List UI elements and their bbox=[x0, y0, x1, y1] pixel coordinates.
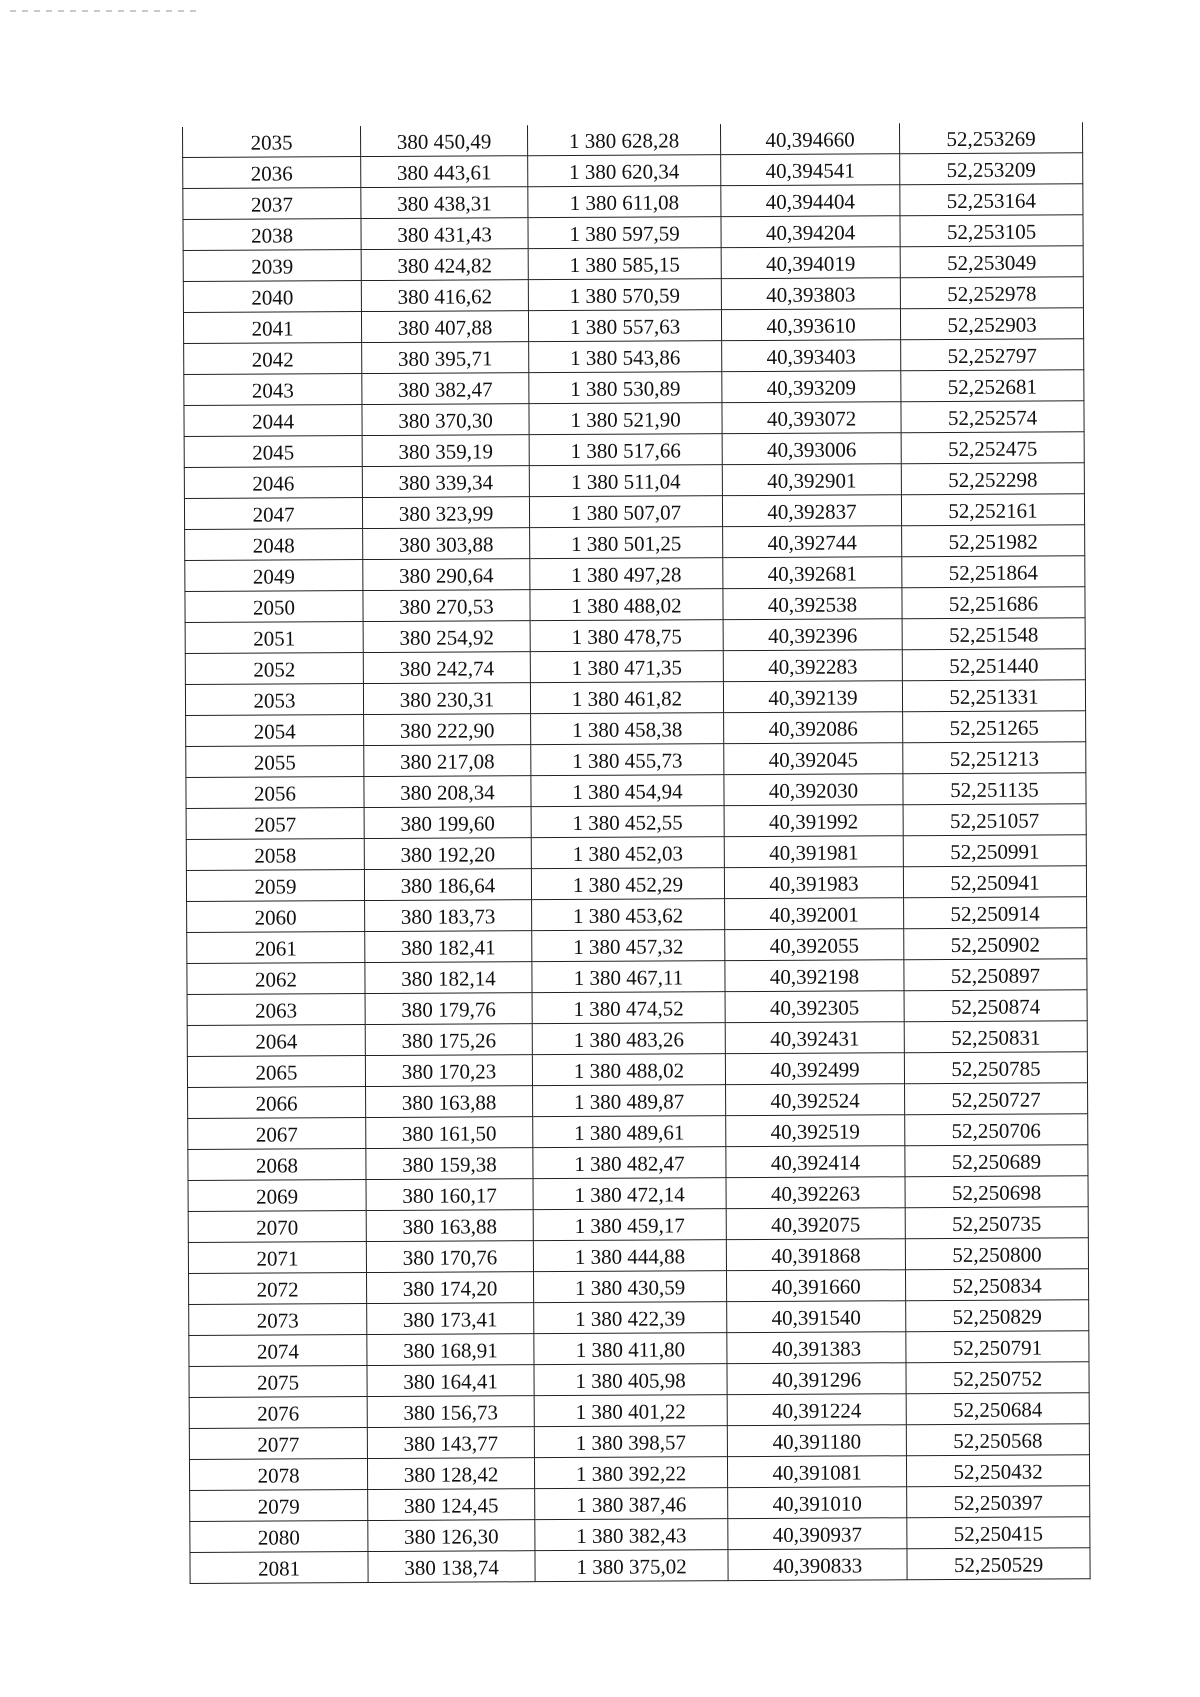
point-number-cell: 2042 bbox=[184, 343, 362, 375]
y-coordinate-cell: 1 380 452,29 bbox=[531, 868, 724, 900]
longitude-cell: 52,250800 bbox=[905, 1238, 1088, 1270]
latitude-cell: 40,394019 bbox=[721, 247, 900, 279]
table-row bbox=[188, 1145, 1088, 1181]
longitude-cell: 52,252797 bbox=[901, 339, 1084, 371]
y-coordinate-cell: 1 380 474,52 bbox=[532, 992, 725, 1024]
table-row bbox=[183, 308, 1083, 344]
point-number-cell: 2040 bbox=[183, 281, 361, 313]
x-coordinate-cell: 380 370,30 bbox=[362, 404, 529, 436]
latitude-cell: 40,392086 bbox=[724, 712, 903, 744]
y-coordinate-cell: 1 380 452,55 bbox=[531, 806, 724, 838]
latitude-cell: 40,392305 bbox=[725, 991, 904, 1023]
table-row bbox=[185, 618, 1085, 654]
longitude-cell: 52,251135 bbox=[903, 773, 1086, 805]
x-coordinate-cell: 380 159,38 bbox=[366, 1148, 533, 1180]
longitude-cell: 52,250727 bbox=[905, 1083, 1088, 1115]
table-row bbox=[189, 1300, 1089, 1336]
longitude-cell: 52,250698 bbox=[905, 1176, 1088, 1208]
longitude-cell: 52,250902 bbox=[904, 928, 1087, 960]
table-row bbox=[186, 866, 1086, 902]
table-row bbox=[187, 990, 1087, 1026]
latitude-cell: 40,392431 bbox=[725, 1022, 904, 1054]
point-number-cell: 2080 bbox=[190, 1521, 368, 1553]
point-number-cell: 2071 bbox=[188, 1242, 366, 1274]
y-coordinate-cell: 1 380 507,07 bbox=[529, 496, 722, 528]
point-number-cell: 2079 bbox=[190, 1490, 368, 1522]
longitude-cell: 52,253209 bbox=[900, 153, 1083, 185]
table-row bbox=[184, 463, 1084, 499]
x-coordinate-cell: 380 222,90 bbox=[364, 714, 531, 746]
latitude-cell: 40,391296 bbox=[727, 1363, 906, 1395]
coordinates-table bbox=[182, 122, 1091, 1584]
x-coordinate-cell: 380 270,53 bbox=[363, 590, 530, 622]
longitude-cell: 52,252298 bbox=[901, 463, 1084, 495]
longitude-cell: 52,251548 bbox=[902, 618, 1085, 650]
y-coordinate-cell: 1 380 467,11 bbox=[532, 961, 725, 993]
latitude-cell: 40,391868 bbox=[726, 1239, 905, 1271]
longitude-cell: 52,250829 bbox=[906, 1300, 1089, 1332]
point-number-cell: 2037 bbox=[183, 188, 361, 220]
latitude-cell: 40,394660 bbox=[720, 123, 899, 154]
table-row bbox=[189, 1455, 1089, 1491]
x-coordinate-cell: 380 174,20 bbox=[367, 1272, 534, 1304]
point-number-cell: 2078 bbox=[189, 1459, 367, 1491]
point-number-cell: 2035 bbox=[183, 126, 361, 157]
x-coordinate-cell: 380 182,14 bbox=[365, 962, 532, 994]
y-coordinate-cell: 1 380 585,15 bbox=[528, 248, 721, 280]
point-number-cell: 2058 bbox=[186, 839, 364, 871]
x-coordinate-cell: 380 182,41 bbox=[365, 931, 532, 963]
x-coordinate-cell: 380 160,17 bbox=[366, 1179, 533, 1211]
y-coordinate-cell: 1 380 459,17 bbox=[533, 1209, 726, 1241]
x-coordinate-cell: 380 170,76 bbox=[366, 1241, 533, 1273]
point-number-cell: 2067 bbox=[188, 1118, 366, 1150]
y-coordinate-cell: 1 380 453,62 bbox=[532, 899, 725, 931]
point-number-cell: 2036 bbox=[183, 157, 361, 189]
y-coordinate-cell: 1 380 489,87 bbox=[533, 1085, 726, 1117]
latitude-cell: 40,392045 bbox=[724, 743, 903, 775]
table-row bbox=[185, 556, 1085, 592]
latitude-cell: 40,393403 bbox=[722, 340, 901, 372]
x-coordinate-cell: 380 438,31 bbox=[361, 187, 528, 219]
longitude-cell: 52,250752 bbox=[906, 1362, 1089, 1394]
y-coordinate-cell: 1 380 471,35 bbox=[530, 651, 723, 683]
point-number-cell: 2072 bbox=[189, 1273, 367, 1305]
latitude-cell: 40,394404 bbox=[721, 185, 900, 217]
point-number-cell: 2069 bbox=[188, 1180, 366, 1212]
point-number-cell: 2047 bbox=[184, 498, 362, 530]
latitude-cell: 40,392744 bbox=[723, 526, 902, 558]
longitude-cell: 52,250914 bbox=[904, 897, 1087, 929]
x-coordinate-cell: 380 186,64 bbox=[364, 869, 531, 901]
x-coordinate-cell: 380 183,73 bbox=[365, 900, 532, 932]
longitude-cell: 52,250529 bbox=[907, 1548, 1090, 1580]
longitude-cell: 52,251686 bbox=[902, 587, 1085, 619]
latitude-cell: 40,392901 bbox=[722, 464, 901, 496]
point-number-cell: 2050 bbox=[185, 591, 363, 623]
latitude-cell: 40,391992 bbox=[724, 805, 903, 837]
point-number-cell: 2057 bbox=[186, 808, 364, 840]
table-row bbox=[188, 1114, 1088, 1150]
table-row bbox=[190, 1517, 1090, 1553]
y-coordinate-cell: 1 380 488,02 bbox=[532, 1054, 725, 1086]
y-coordinate-cell: 1 380 511,04 bbox=[529, 465, 722, 497]
x-coordinate-cell: 380 290,64 bbox=[363, 559, 530, 591]
table-row bbox=[185, 525, 1085, 561]
y-coordinate-cell: 1 380 483,26 bbox=[532, 1023, 725, 1055]
x-coordinate-cell: 380 179,76 bbox=[365, 993, 532, 1025]
table-row bbox=[187, 1052, 1087, 1088]
point-number-cell: 2054 bbox=[186, 715, 364, 747]
table-row bbox=[187, 897, 1087, 933]
table-row bbox=[190, 1486, 1090, 1522]
longitude-cell: 52,253049 bbox=[900, 246, 1083, 278]
latitude-cell: 40,392055 bbox=[725, 929, 904, 961]
point-number-cell: 2064 bbox=[187, 1025, 365, 1057]
point-number-cell: 2066 bbox=[188, 1087, 366, 1119]
x-coordinate-cell: 380 416,62 bbox=[361, 280, 528, 312]
point-number-cell: 2039 bbox=[183, 250, 361, 282]
latitude-cell: 40,391180 bbox=[727, 1425, 906, 1457]
x-coordinate-cell: 380 217,08 bbox=[364, 745, 531, 777]
x-coordinate-cell: 380 175,26 bbox=[365, 1024, 532, 1056]
latitude-cell: 40,392538 bbox=[723, 588, 902, 620]
table-row bbox=[189, 1269, 1089, 1305]
longitude-cell: 52,252574 bbox=[901, 401, 1084, 433]
x-coordinate-cell: 380 254,92 bbox=[363, 621, 530, 653]
longitude-cell: 52,250415 bbox=[907, 1517, 1090, 1549]
longitude-cell: 52,250791 bbox=[906, 1331, 1089, 1363]
latitude-cell: 40,393006 bbox=[722, 433, 901, 465]
x-coordinate-cell: 380 138,74 bbox=[368, 1551, 535, 1583]
longitude-cell: 52,252978 bbox=[900, 277, 1083, 309]
latitude-cell: 40,393072 bbox=[722, 402, 901, 434]
longitude-cell: 52,250874 bbox=[904, 990, 1087, 1022]
table-row bbox=[187, 959, 1087, 995]
table-row bbox=[183, 153, 1083, 189]
table-row bbox=[184, 494, 1084, 530]
x-coordinate-cell: 380 156,73 bbox=[367, 1396, 534, 1428]
y-coordinate-cell: 1 380 620,34 bbox=[528, 155, 721, 187]
point-number-cell: 2076 bbox=[189, 1397, 367, 1429]
latitude-cell: 40,392001 bbox=[725, 898, 904, 930]
longitude-cell: 52,251331 bbox=[902, 680, 1085, 712]
longitude-cell: 52,250941 bbox=[903, 866, 1086, 898]
x-coordinate-cell: 380 164,41 bbox=[367, 1365, 534, 1397]
y-coordinate-cell: 1 380 489,61 bbox=[533, 1116, 726, 1148]
latitude-cell: 40,392283 bbox=[723, 650, 902, 682]
point-number-cell: 2060 bbox=[187, 901, 365, 933]
point-number-cell: 2077 bbox=[189, 1428, 367, 1460]
table-row bbox=[183, 215, 1083, 251]
y-coordinate-cell: 1 380 392,22 bbox=[534, 1457, 727, 1489]
y-coordinate-cell: 1 380 478,75 bbox=[530, 620, 723, 652]
longitude-cell: 52,253105 bbox=[900, 215, 1083, 247]
point-number-cell: 2074 bbox=[189, 1335, 367, 1367]
point-number-cell: 2052 bbox=[185, 653, 363, 685]
longitude-cell: 52,251057 bbox=[903, 804, 1086, 836]
table-row bbox=[185, 680, 1085, 716]
longitude-cell: 52,250991 bbox=[903, 835, 1086, 867]
latitude-cell: 40,392499 bbox=[725, 1053, 904, 1085]
latitude-cell: 40,391383 bbox=[727, 1332, 906, 1364]
longitude-cell: 52,250831 bbox=[904, 1021, 1087, 1053]
y-coordinate-cell: 1 380 398,57 bbox=[534, 1426, 727, 1458]
latitude-cell: 40,390937 bbox=[728, 1518, 907, 1550]
point-number-cell: 2051 bbox=[185, 622, 363, 654]
point-number-cell: 2081 bbox=[190, 1552, 368, 1584]
point-number-cell: 2068 bbox=[188, 1149, 366, 1181]
table-row bbox=[184, 401, 1084, 437]
latitude-cell: 40,392263 bbox=[726, 1177, 905, 1209]
latitude-cell: 40,392524 bbox=[726, 1084, 905, 1116]
y-coordinate-cell: 1 380 455,73 bbox=[531, 744, 724, 776]
y-coordinate-cell: 1 380 458,38 bbox=[531, 713, 724, 745]
scan-artifact bbox=[10, 10, 200, 12]
longitude-cell: 52,252681 bbox=[901, 370, 1084, 402]
longitude-cell: 52,250706 bbox=[905, 1114, 1088, 1146]
latitude-cell: 40,392075 bbox=[726, 1208, 905, 1240]
y-coordinate-cell: 1 380 597,59 bbox=[528, 217, 721, 249]
table-row bbox=[186, 742, 1086, 778]
y-coordinate-cell: 1 380 405,98 bbox=[534, 1364, 727, 1396]
table-row bbox=[184, 370, 1084, 406]
longitude-cell: 52,251864 bbox=[902, 556, 1085, 588]
y-coordinate-cell: 1 380 457,32 bbox=[532, 930, 725, 962]
x-coordinate-cell: 380 242,74 bbox=[363, 652, 530, 684]
y-coordinate-cell: 1 380 611,08 bbox=[528, 186, 721, 218]
table-row bbox=[183, 246, 1083, 282]
table-row bbox=[189, 1331, 1089, 1367]
point-number-cell: 2063 bbox=[187, 994, 365, 1026]
x-coordinate-cell: 380 163,88 bbox=[366, 1210, 533, 1242]
latitude-cell: 40,393803 bbox=[721, 278, 900, 310]
x-coordinate-cell: 380 303,88 bbox=[363, 528, 530, 560]
y-coordinate-cell: 1 380 472,14 bbox=[533, 1178, 726, 1210]
longitude-cell: 52,250432 bbox=[906, 1455, 1089, 1487]
table-row bbox=[186, 711, 1086, 747]
y-coordinate-cell: 1 380 461,82 bbox=[530, 682, 723, 714]
y-coordinate-cell: 1 380 557,63 bbox=[528, 310, 721, 342]
latitude-cell: 40,391010 bbox=[728, 1487, 907, 1519]
table-row bbox=[189, 1424, 1089, 1460]
y-coordinate-cell: 1 380 422,39 bbox=[534, 1302, 727, 1334]
point-number-cell: 2053 bbox=[185, 684, 363, 716]
table-row bbox=[188, 1207, 1088, 1243]
table-row bbox=[185, 587, 1085, 623]
latitude-cell: 40,392837 bbox=[722, 495, 901, 527]
point-number-cell: 2059 bbox=[186, 870, 364, 902]
point-number-cell: 2044 bbox=[184, 405, 362, 437]
table-row bbox=[189, 1362, 1089, 1398]
longitude-cell: 52,250834 bbox=[905, 1269, 1088, 1301]
longitude-cell: 52,251213 bbox=[903, 742, 1086, 774]
x-coordinate-cell: 380 431,43 bbox=[361, 218, 528, 250]
table-row bbox=[186, 804, 1086, 840]
point-number-cell: 2075 bbox=[189, 1366, 367, 1398]
x-coordinate-cell: 380 161,50 bbox=[366, 1117, 533, 1149]
y-coordinate-cell: 1 380 411,80 bbox=[534, 1333, 727, 1365]
point-number-cell: 2049 bbox=[185, 560, 363, 592]
y-coordinate-cell: 1 380 401,22 bbox=[534, 1395, 727, 1427]
latitude-cell: 40,393209 bbox=[722, 371, 901, 403]
point-number-cell: 2073 bbox=[189, 1304, 367, 1336]
y-coordinate-cell: 1 380 501,25 bbox=[530, 527, 723, 559]
point-number-cell: 2065 bbox=[187, 1056, 365, 1088]
point-number-cell: 2048 bbox=[185, 529, 363, 561]
y-coordinate-cell: 1 380 530,89 bbox=[529, 372, 722, 404]
y-coordinate-cell: 1 380 488,02 bbox=[530, 589, 723, 621]
table-row bbox=[183, 122, 1083, 157]
x-coordinate-cell: 380 124,45 bbox=[368, 1489, 535, 1521]
longitude-cell: 52,250897 bbox=[904, 959, 1087, 991]
point-number-cell: 2045 bbox=[184, 436, 362, 468]
point-number-cell: 2043 bbox=[184, 374, 362, 406]
latitude-cell: 40,392139 bbox=[723, 681, 902, 713]
point-number-cell: 2041 bbox=[183, 312, 361, 344]
point-number-cell: 2062 bbox=[187, 963, 365, 995]
y-coordinate-cell: 1 380 570,59 bbox=[528, 279, 721, 311]
x-coordinate-cell: 380 163,88 bbox=[366, 1086, 533, 1118]
latitude-cell: 40,391983 bbox=[724, 867, 903, 899]
x-coordinate-cell: 380 424,82 bbox=[361, 249, 528, 281]
point-number-cell: 2046 bbox=[184, 467, 362, 499]
longitude-cell: 52,251982 bbox=[902, 525, 1085, 557]
y-coordinate-cell: 1 380 628,28 bbox=[527, 124, 720, 156]
table-row bbox=[188, 1083, 1088, 1119]
longitude-cell: 52,250397 bbox=[907, 1486, 1090, 1518]
x-coordinate-cell: 380 128,42 bbox=[367, 1458, 534, 1490]
longitude-cell: 52,253164 bbox=[900, 184, 1083, 216]
y-coordinate-cell: 1 380 543,86 bbox=[529, 341, 722, 373]
latitude-cell: 40,392414 bbox=[726, 1146, 905, 1178]
longitude-cell: 52,250568 bbox=[906, 1424, 1089, 1456]
table-row bbox=[188, 1238, 1088, 1274]
longitude-cell: 52,253269 bbox=[899, 122, 1082, 153]
latitude-cell: 40,392030 bbox=[724, 774, 903, 806]
x-coordinate-cell: 380 170,23 bbox=[365, 1055, 532, 1087]
longitude-cell: 52,250689 bbox=[905, 1145, 1088, 1177]
table-row bbox=[190, 1548, 1090, 1584]
table-row bbox=[188, 1176, 1088, 1212]
point-number-cell: 2061 bbox=[187, 932, 365, 964]
longitude-cell: 52,252903 bbox=[900, 308, 1083, 340]
x-coordinate-cell: 380 323,99 bbox=[362, 497, 529, 529]
x-coordinate-cell: 380 395,71 bbox=[362, 342, 529, 374]
latitude-cell: 40,391981 bbox=[724, 836, 903, 868]
table-row bbox=[187, 928, 1087, 964]
coordinates-table-body bbox=[183, 122, 1091, 1583]
y-coordinate-cell: 1 380 444,88 bbox=[533, 1240, 726, 1272]
x-coordinate-cell: 380 230,31 bbox=[363, 683, 530, 715]
y-coordinate-cell: 1 380 430,59 bbox=[533, 1271, 726, 1303]
table-row bbox=[184, 432, 1084, 468]
x-coordinate-cell: 380 359,19 bbox=[362, 435, 529, 467]
x-coordinate-cell: 380 339,34 bbox=[362, 466, 529, 498]
x-coordinate-cell: 380 199,60 bbox=[364, 807, 531, 839]
table-row bbox=[186, 835, 1086, 871]
point-number-cell: 2056 bbox=[186, 777, 364, 809]
latitude-cell: 40,394541 bbox=[721, 154, 900, 186]
longitude-cell: 52,250785 bbox=[904, 1052, 1087, 1084]
table-row bbox=[183, 277, 1083, 313]
y-coordinate-cell: 1 380 521,90 bbox=[529, 403, 722, 435]
point-number-cell: 2038 bbox=[183, 219, 361, 251]
x-coordinate-cell: 380 192,20 bbox=[364, 838, 531, 870]
latitude-cell: 40,392519 bbox=[726, 1115, 905, 1147]
longitude-cell: 52,252475 bbox=[901, 432, 1084, 464]
table-row bbox=[189, 1393, 1089, 1429]
longitude-cell: 52,250684 bbox=[906, 1393, 1089, 1425]
table-row bbox=[183, 184, 1083, 220]
y-coordinate-cell: 1 380 497,28 bbox=[530, 558, 723, 590]
latitude-cell: 40,390833 bbox=[728, 1549, 907, 1581]
table-row bbox=[185, 649, 1085, 685]
latitude-cell: 40,392681 bbox=[723, 557, 902, 589]
x-coordinate-cell: 380 208,34 bbox=[364, 776, 531, 808]
x-coordinate-cell: 380 168,91 bbox=[367, 1334, 534, 1366]
x-coordinate-cell: 380 382,47 bbox=[362, 373, 529, 405]
y-coordinate-cell: 1 380 375,02 bbox=[535, 1550, 728, 1582]
x-coordinate-cell: 380 450,49 bbox=[360, 125, 527, 156]
y-coordinate-cell: 1 380 452,03 bbox=[531, 837, 724, 869]
latitude-cell: 40,391224 bbox=[727, 1394, 906, 1426]
x-coordinate-cell: 380 173,41 bbox=[367, 1303, 534, 1335]
point-number-cell: 2070 bbox=[188, 1211, 366, 1243]
y-coordinate-cell: 1 380 517,66 bbox=[529, 434, 722, 466]
y-coordinate-cell: 1 380 382,43 bbox=[535, 1519, 728, 1551]
y-coordinate-cell: 1 380 387,46 bbox=[535, 1488, 728, 1520]
table-row bbox=[186, 773, 1086, 809]
latitude-cell: 40,392396 bbox=[723, 619, 902, 651]
x-coordinate-cell: 380 143,77 bbox=[367, 1427, 534, 1459]
point-number-cell: 2055 bbox=[186, 746, 364, 778]
longitude-cell: 52,250735 bbox=[905, 1207, 1088, 1239]
latitude-cell: 40,391081 bbox=[727, 1456, 906, 1488]
y-coordinate-cell: 1 380 482,47 bbox=[533, 1147, 726, 1179]
table-row bbox=[184, 339, 1084, 375]
x-coordinate-cell: 380 443,61 bbox=[361, 156, 528, 188]
table-row bbox=[187, 1021, 1087, 1057]
latitude-cell: 40,391660 bbox=[726, 1270, 905, 1302]
longitude-cell: 52,251265 bbox=[903, 711, 1086, 743]
latitude-cell: 40,392198 bbox=[725, 960, 904, 992]
latitude-cell: 40,394204 bbox=[721, 216, 900, 248]
x-coordinate-cell: 380 126,30 bbox=[368, 1520, 535, 1552]
y-coordinate-cell: 1 380 454,94 bbox=[531, 775, 724, 807]
latitude-cell: 40,391540 bbox=[727, 1301, 906, 1333]
longitude-cell: 52,251440 bbox=[902, 649, 1085, 681]
longitude-cell: 52,252161 bbox=[901, 494, 1084, 526]
x-coordinate-cell: 380 407,88 bbox=[361, 311, 528, 343]
latitude-cell: 40,393610 bbox=[721, 309, 900, 341]
